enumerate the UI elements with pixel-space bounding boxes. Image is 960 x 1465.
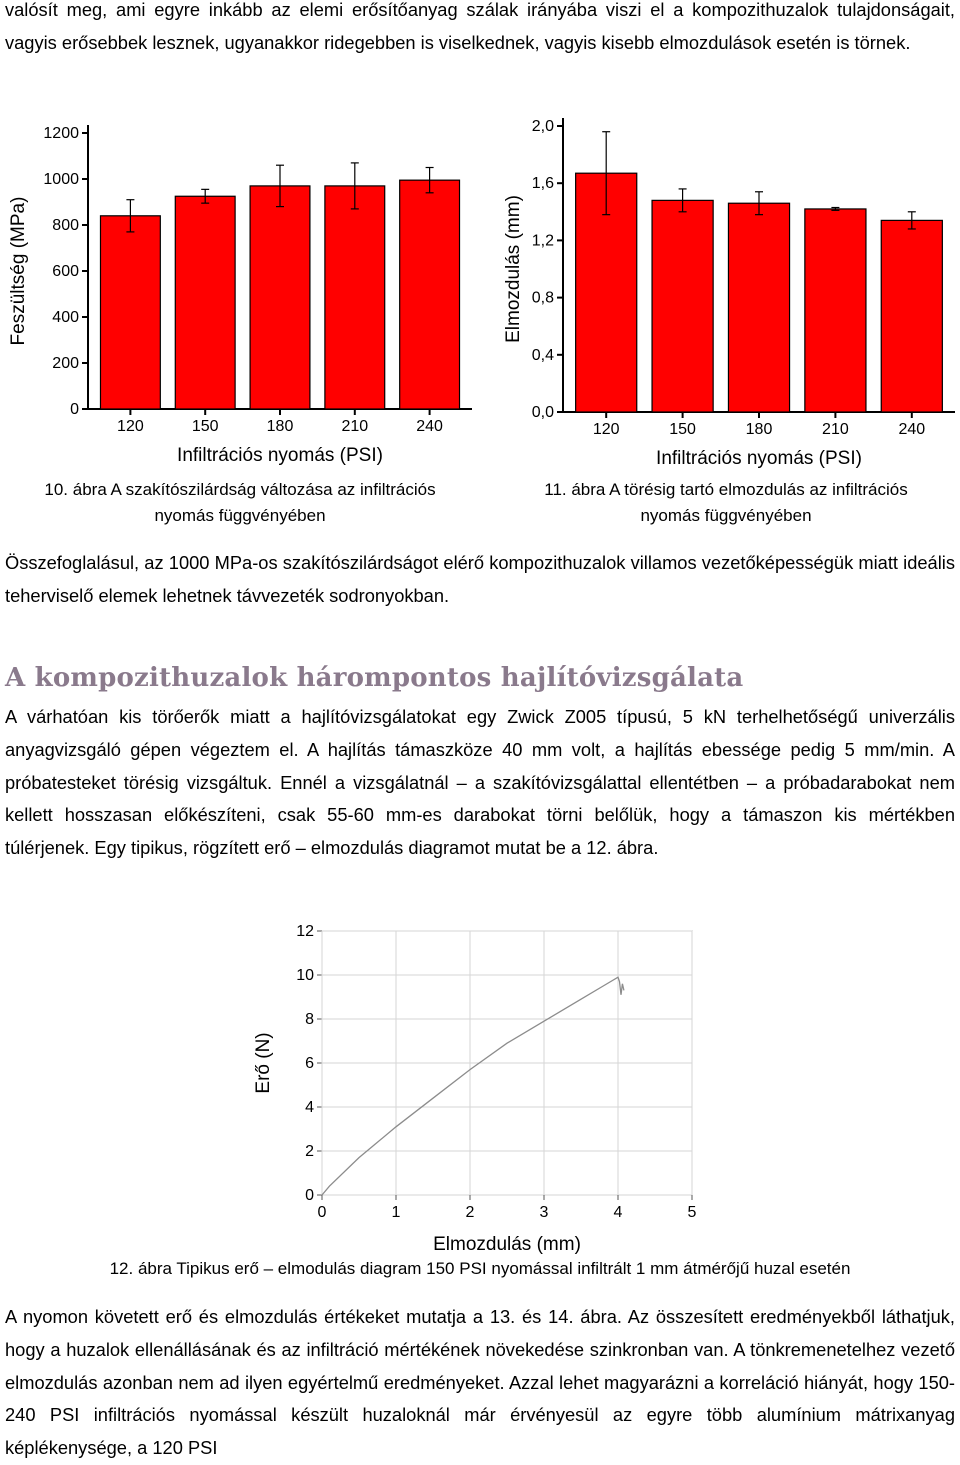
bar — [881, 220, 942, 412]
y-tick-label: 1,6 — [531, 175, 554, 193]
y-axis-title: Feszültség (MPa) — [8, 196, 29, 346]
section-heading: A kompozithuzalok hárompontos hajlítóvizsgálata — [5, 663, 744, 693]
x-axis-title: Elmozdulás (mm) — [433, 1234, 581, 1255]
x-tick-label: 210 — [341, 418, 369, 435]
x-tick-label: 240 — [416, 418, 443, 435]
y-tick-label: 12 — [296, 923, 314, 940]
x-tick-label: 150 — [669, 421, 696, 438]
y-tick-label: 0,4 — [531, 346, 554, 364]
x-tick-label: 150 — [191, 418, 219, 435]
figure10-caption — [0, 477, 480, 529]
summary-paragraph: Összefoglalásul, az 1000 MPa-os szakítószilárdságot elérő kompozithuzalok villamos vezetőképességük miatt ideális teherviselő elemek lehetnek távvezeték sodronyokban. — [5, 552, 955, 606]
bar — [325, 186, 385, 409]
force-displacement-curve — [322, 977, 624, 1195]
y-tick-label: 0 — [305, 1187, 314, 1204]
bar — [805, 209, 866, 412]
y-tick-label: 600 — [52, 263, 79, 280]
y-tick-label: 0,8 — [531, 289, 554, 307]
x-tick-label: 3 — [539, 1204, 549, 1221]
bar — [100, 216, 160, 409]
bar — [175, 196, 235, 409]
closing-paragraph: A nyomon követett erő és elmozdulás értékeket mutatja a 13. és 14. ábra. Az összesített eredményekből láthatjuk, hogy a huzalok ellenállásának és az infiltráció mértékének növekedése szinkronban van. A tönkremenetelhez vezető elmozdulás azonban nem ad ilyen egyértelmű eredményeket. Azzal lehet magyarázni a korreláció hiányát, hogy 150-240 PSI infiltrációs nyomással készült huzaloknál már érvényesül az egyre több alumínium mátrixanyag képlékenysége, a 120 PSI — [5, 1306, 955, 1459]
y-tick-label: 800 — [52, 217, 79, 234]
y-tick-label: 10 — [296, 967, 314, 984]
intro-paragraph: valósít meg, ami egyre inkább az elemi erősítőanyag szálak irányába viszi el a kompozithuzalok tulajdonságait, vagyis erősebbek lesznek, ugyanakkor ridegebben is viselkednek, vagyis kisebb elmozdulások esetén is törnek. — [5, 0, 955, 53]
x-tick-label: 4 — [613, 1204, 623, 1221]
force-displacement-line-chart — [245, 918, 715, 1258]
bar — [400, 180, 460, 409]
figure11-caption-line2: nyomás függvényében — [640, 506, 812, 525]
x-tick-label: 180 — [745, 421, 773, 438]
y-tick-label: 1000 — [43, 171, 79, 188]
bar — [250, 186, 310, 409]
y-axis-title: Erő (N) — [253, 1032, 274, 1094]
y-tick-label: 2,0 — [531, 118, 554, 135]
figure10-caption-line1: 10. ábra A szakítószilárdság változása az infiltrációs — [44, 480, 436, 499]
figure12-caption: 12. ábra Tipikus erő – elmodulás diagram 150 PSI nyomással infiltrált 1 mm átmérőjű huzal esetén — [109, 1259, 851, 1278]
x-tick-label: 210 — [822, 421, 849, 438]
y-tick-label: 400 — [52, 309, 79, 326]
bar — [728, 203, 789, 412]
y-tick-label: 0 — [70, 401, 79, 418]
y-tick-label: 1,2 — [531, 232, 554, 250]
y-tick-label: 0,0 — [531, 404, 554, 421]
x-tick-label: 120 — [592, 421, 620, 438]
y-axis-title: Elmozdulás (mm) — [503, 195, 524, 343]
x-tick-label: 1 — [391, 1204, 401, 1221]
x-tick-label: 5 — [687, 1204, 697, 1221]
x-axis-title: Infiltrációs nyomás (PSI) — [177, 445, 383, 466]
y-tick-label: 1200 — [43, 125, 79, 142]
y-tick-label: 8 — [305, 1011, 314, 1028]
x-axis-title: Infiltrációs nyomás (PSI) — [656, 448, 862, 469]
figure10-caption-line2: nyomás függvényében — [154, 506, 326, 525]
y-tick-label: 4 — [305, 1099, 314, 1116]
x-tick-label: 240 — [898, 421, 926, 438]
x-tick-label: 0 — [317, 1204, 327, 1221]
figure11-caption-line1: 11. ábra A törésig tartó elmozdulás az infiltrációs — [544, 480, 908, 499]
x-tick-label: 120 — [117, 418, 144, 435]
x-tick-label: 2 — [465, 1204, 475, 1221]
bar — [652, 200, 713, 412]
bending-paragraph: A várhatóan kis törőerők miatt a hajlítóvizsgálatokat egy Zwick Z005 típusú, 5 kN terhelhetőségű univerzális anyagvizsgáló gépen végeztem el. A hajlítás támaszköze 40 mm volt, a hajlítás ebessége pedig 5 mm/min. A próbatesteket törésig vizsgáltuk. Ennél a vizsgálatnál – a szakítóvizsgálattal ellentétben – a próbadarabokat nem kellett hosszasan előkészíteni, csak 55-60 mm-es darabokat törni belőlük, hogy a támaszon kis mértékben túlérjenek. Egy tipikus, rögzített erő – elmozdulás diagramot mutat be a 12. ábra. — [5, 706, 955, 859]
y-tick-label: 2 — [305, 1143, 314, 1160]
y-tick-label: 6 — [305, 1055, 314, 1072]
x-tick-label: 180 — [266, 418, 294, 435]
y-tick-label: 200 — [52, 355, 79, 372]
figure11-caption — [486, 477, 960, 529]
